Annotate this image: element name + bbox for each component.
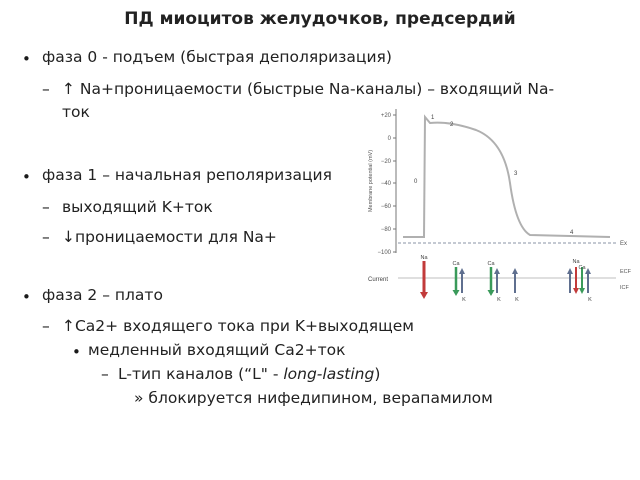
bullet-dot: • xyxy=(22,50,31,68)
ion-label: Na xyxy=(420,255,428,261)
phase0-detail-continued: ток xyxy=(62,103,90,121)
y-axis-label: Membrane potential (mV) xyxy=(368,149,374,213)
y-tick-label: −100 xyxy=(377,250,391,256)
l-type-channels xyxy=(118,365,380,383)
bullet-dot: • xyxy=(22,168,31,186)
k-arrowhead xyxy=(512,268,518,274)
y-tick-label: −80 xyxy=(380,227,391,233)
ca-arrowhead xyxy=(488,290,495,296)
na-arrowhead xyxy=(420,292,428,299)
y-tick-label: +20 xyxy=(380,113,391,119)
na-arrowhead xyxy=(573,288,579,294)
y-tick-label: 0 xyxy=(387,136,391,142)
y-tick-label: −20 xyxy=(380,159,391,165)
long-lasting-term: long-lasting xyxy=(283,365,375,383)
phase-label-3: 3 xyxy=(514,171,518,177)
phase-label-1: 1 xyxy=(431,115,435,121)
bullet-dot: • xyxy=(22,288,31,306)
icf-label: ICF xyxy=(620,285,629,291)
phase1-detail-na: ↓проницаемости для Na+ xyxy=(62,228,277,246)
action-potential-diagram xyxy=(358,103,636,303)
dash-marker: – xyxy=(101,365,109,383)
phase0-heading: фаза 0 - подъем (быстрая деполяризация) xyxy=(42,48,392,66)
ion-label: K xyxy=(497,297,501,303)
ecf-label: ECF xyxy=(620,269,631,275)
ion-label: Ca xyxy=(452,261,460,267)
phase1-heading: фаза 1 – начальная реполяризация xyxy=(42,166,332,184)
ex-label: Ex xyxy=(620,241,628,247)
ion-label: Na xyxy=(572,259,580,265)
phase-label-4: 4 xyxy=(570,230,574,236)
dash-marker: – xyxy=(42,228,50,246)
ca-arrowhead xyxy=(453,290,460,296)
dash-marker: – xyxy=(42,317,50,335)
phase2-heading: фаза 2 – плато xyxy=(42,286,163,304)
ion-label: K xyxy=(515,297,519,303)
blockers-line: » блокируется нифедипином, верапамилом xyxy=(134,389,493,407)
slow-ca-current: медленный входящий Ca2+ток xyxy=(88,341,346,359)
l-type-suffix: ) xyxy=(374,365,381,383)
ion-label: K xyxy=(588,297,592,303)
y-tick-label: −40 xyxy=(380,181,391,187)
current-label: Current xyxy=(368,277,389,283)
action-potential-curve xyxy=(403,117,610,237)
dash-marker: – xyxy=(42,198,50,216)
k-arrowhead xyxy=(585,268,591,274)
dash-marker: – xyxy=(42,80,50,98)
phase0-detail: ↑ Na+проницаемости (быстрые Na-каналы) – входящий Na- xyxy=(62,80,555,98)
ion-label: Ca xyxy=(487,261,495,267)
k-arrowhead xyxy=(459,268,465,274)
phase-label-0: 0 xyxy=(414,179,418,185)
phase-label-2: 2 xyxy=(450,122,454,128)
slide-title: ПД миоцитов желудочков, предсердий xyxy=(124,9,516,29)
l-type-prefix: L-тип каналов (“L" - xyxy=(118,365,284,383)
y-tick-label: −60 xyxy=(380,204,391,210)
ca-arrowhead xyxy=(579,288,585,294)
action-potential-figure xyxy=(358,103,636,303)
ion-label: K xyxy=(462,297,466,303)
phase1-detail-k: выходящий K+ток xyxy=(62,198,213,216)
bullet-dot: • xyxy=(72,343,81,361)
ion-label: Ca xyxy=(578,265,586,271)
k-arrowhead xyxy=(494,268,500,274)
k-arrowhead xyxy=(567,268,573,274)
phase2-detail-ca: ↑Ca2+ входящего тока при K+выходящем xyxy=(62,317,414,335)
